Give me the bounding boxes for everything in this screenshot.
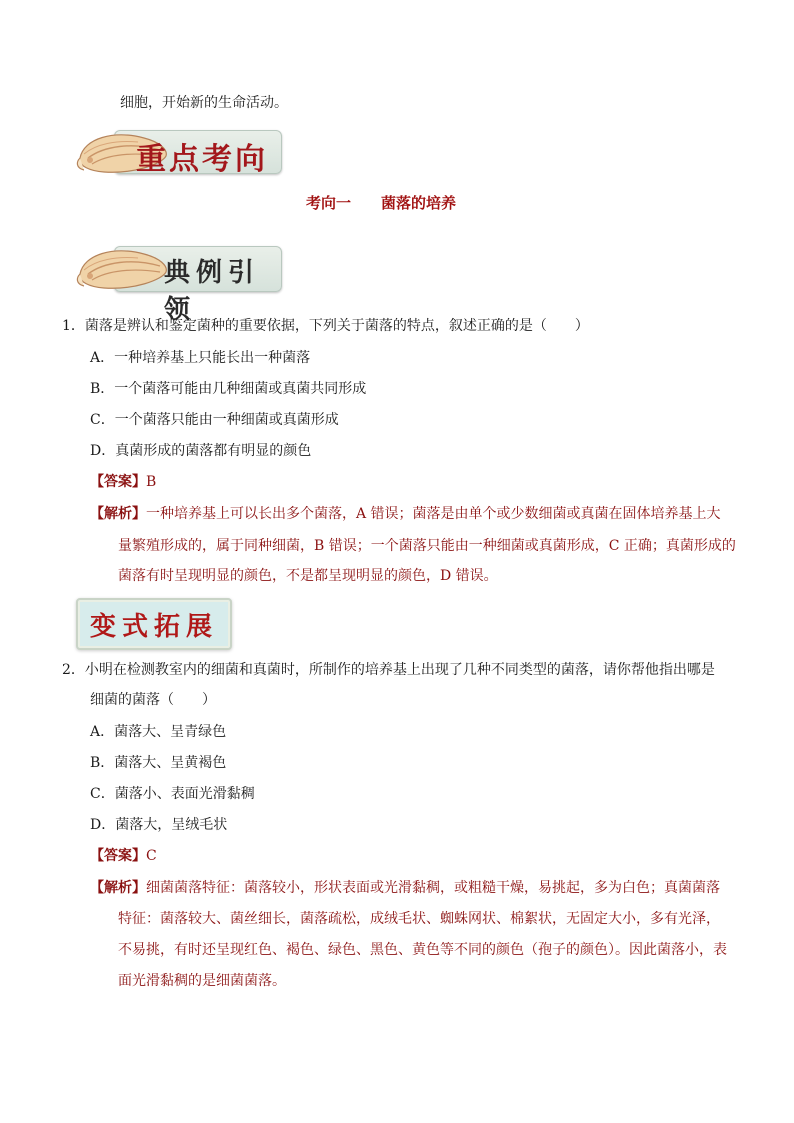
answer-value: C — [146, 848, 157, 864]
q1-option-b: B．一个菌落可能由几种细菌或真菌共同形成 — [90, 381, 367, 397]
variation-banner — [74, 596, 234, 652]
q1-stem: 1．菌落是辨认和鉴定菌种的重要依据，下列关于菌落的特点，叙述正确的是（ ） — [62, 318, 589, 334]
q1-option-d: D．真菌形成的菌落都有明显的颜色 — [90, 443, 312, 459]
q2-analysis — [90, 878, 720, 898]
analysis-label: 【解析】 — [90, 880, 146, 896]
analysis-line: 不易挑，有时还呈现红色、褐色、绿色、黑色、黄色等不同的颜色（孢子的颜色）。因此菌落小，表 — [118, 942, 727, 958]
q2-option-b: B．菌落大、呈黄褐色 — [90, 755, 227, 771]
intro-text: 细胞，开始新的生命活动。 — [120, 95, 288, 111]
analysis-line: 细菌菌落特征：菌落较小，形状表面或光滑黏稠，或粗糙干燥，易挑起，多为白色；真菌菌落 — [146, 880, 720, 896]
conch-shell-icon — [74, 240, 174, 296]
analysis-label: 【解析】 — [90, 506, 146, 522]
analysis-line: 面光滑黏稠的是细菌菌落。 — [118, 973, 286, 989]
q1-analysis — [90, 504, 721, 524]
q2-option-c: C．菌落小、表面光滑黏稠 — [90, 786, 255, 802]
section-title: 考向一 菌落的培养 — [306, 194, 457, 212]
q1-option-a: A．一种培养基上只能长出一种菌落 — [90, 350, 311, 366]
analysis-line: 菌落有时呈现明显的颜色，不是都呈现明显的颜色，D 错误。 — [118, 568, 498, 584]
analysis-line: 量繁殖形成的，属于同种细菌，B 错误；一个菌落只能由一种细菌或真菌形成，C 正确；真菌形成的 — [118, 538, 736, 554]
q1-option-c: C．一个菌落只能由一种细菌或真菌形成 — [90, 412, 339, 428]
q2-option-a: A．菌落大、呈青绿色 — [90, 724, 227, 740]
key-direction-banner — [74, 124, 284, 180]
q2-option-d: D．菌落大，呈绒毛状 — [90, 817, 228, 833]
q2-answer — [90, 846, 157, 866]
q1-answer — [90, 472, 156, 492]
banner-title: 重点考向 — [136, 142, 268, 177]
q2-stem-line: 2．小明在检测教室内的细菌和真菌时，所制作的培养基上出现了几种不同类型的菌落，请你帮他指出哪是 — [62, 662, 715, 678]
example-banner — [74, 238, 284, 325]
q2-stem-line: 细菌的菌落（ ） — [90, 692, 216, 708]
banner-title: 变式拓展 — [90, 612, 219, 642]
answer-label: 【答案】 — [90, 848, 146, 864]
analysis-line: 特征：菌落较大、菌丝细长，菌落疏松，成绒毛状、蜘蛛网状、棉絮状，无固定大小，多有光泽， — [118, 911, 720, 927]
analysis-line: 一种培养基上可以长出多个菌落，A 错误；菌落是由单个或少数细菌或真菌在固体培养基上大 — [146, 506, 721, 522]
banner-title: 典例引领 — [164, 258, 261, 325]
answer-value: B — [146, 474, 157, 490]
answer-label: 【答案】 — [90, 474, 146, 490]
